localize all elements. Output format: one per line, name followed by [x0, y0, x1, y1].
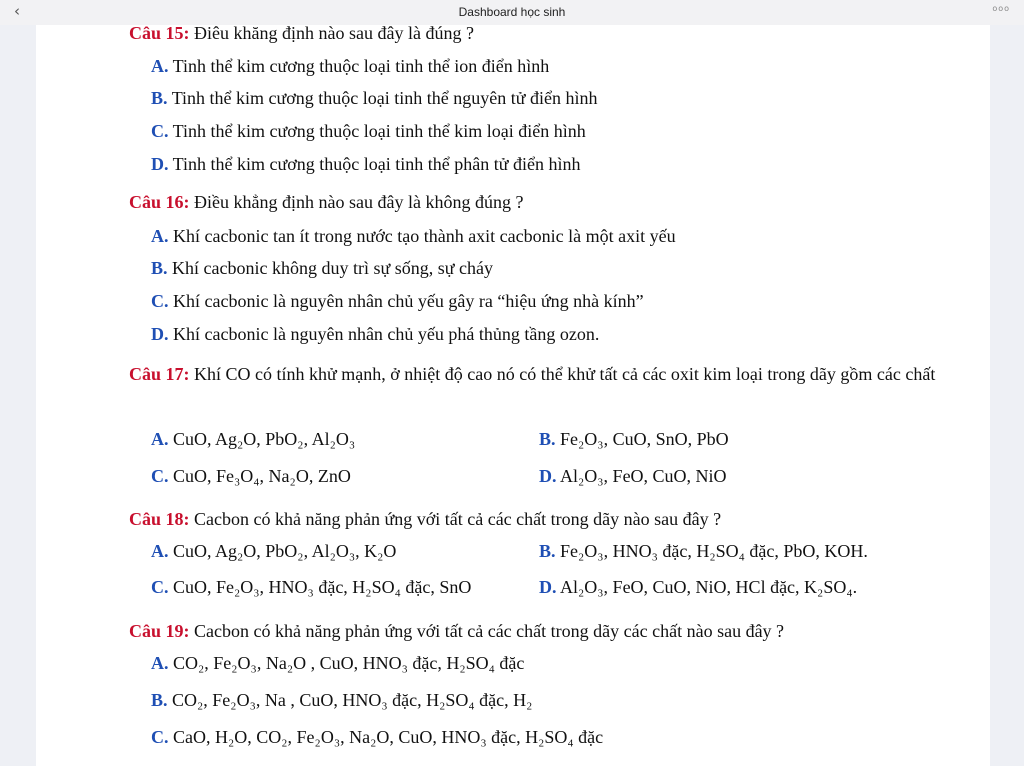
- option-a: [151, 55, 549, 77]
- option-text: Tinh thể kim cương thuộc loại tinh thể ion điển hình: [168, 56, 550, 76]
- option-label: D.: [539, 577, 557, 597]
- question-15: [129, 25, 474, 44]
- option-c: [151, 290, 644, 312]
- option-text: Al₂O₃, FeO, CuO, NiO: [556, 466, 727, 486]
- question-label: Câu 17:: [129, 364, 190, 384]
- back-chevron-icon[interactable]: ‹: [14, 2, 20, 20]
- question-text: Điêu khăng định nào sau đây là đúng ?: [189, 25, 474, 43]
- question-label: Câu 15:: [129, 25, 190, 43]
- option-label: C.: [151, 727, 169, 747]
- option-c: [151, 576, 471, 598]
- option-label: B.: [539, 429, 556, 449]
- option-label: C.: [151, 121, 169, 141]
- option-text: Fe₂O₃, CuO, SnO, PbO: [555, 429, 729, 449]
- option-label: C.: [151, 577, 169, 597]
- option-d: [539, 576, 857, 598]
- option-b: [539, 540, 868, 562]
- option-label: A.: [151, 56, 169, 76]
- option-label: A.: [151, 653, 169, 673]
- option-b: [151, 689, 532, 711]
- option-label: A.: [151, 429, 169, 449]
- option-label: B.: [151, 88, 168, 108]
- question-label: Câu 19:: [129, 621, 190, 641]
- option-label: C.: [151, 291, 169, 311]
- option-text: CuO, Fe₃O₄, Na₂O, ZnO: [168, 466, 351, 486]
- option-label: B.: [151, 258, 168, 278]
- option-label: D.: [151, 324, 169, 344]
- question-text: Điều khẳng định nào sau đây là không đúng ?: [189, 192, 524, 212]
- option-label: A.: [151, 226, 169, 246]
- option-text: Al₂O₃, FeO, CuO, NiO, HCl đặc, K₂SO₄.: [556, 577, 858, 597]
- option-text: Khí cacbonic không duy trì sự sống, sự cháy: [167, 258, 493, 278]
- option-b: [151, 257, 493, 279]
- page-title: Dashboard học sinh: [458, 5, 566, 19]
- question-text: Khí CO có tính khử mạnh, ở nhiệt độ cao nó có thể khử tất cả các oxit kim loại trong dãy gồm các chất: [189, 364, 936, 384]
- option-b: [151, 87, 598, 109]
- option-text: CuO, Ag₂O, PbO₂, Al₂O₃: [168, 429, 356, 449]
- option-a: [151, 225, 676, 247]
- option-text: CuO, Ag₂O, PbO₂, Al₂O₃, K₂O: [168, 541, 397, 561]
- option-d: [151, 153, 581, 175]
- option-text: Khí cacbonic là nguyên nhân chủ yếu gây ra “hiệu ứng nhà kính”: [168, 291, 644, 311]
- more-options-icon[interactable]: ooo: [992, 4, 1010, 13]
- question-17: [129, 358, 949, 390]
- option-text: Tinh thể kim cương thuộc loại tinh thể kim loại điển hình: [168, 121, 586, 141]
- option-text: CO₂, Fe₂O₃, Na₂O , CuO, HNO₃ đặc, H₂SO₄ đặc: [168, 653, 525, 673]
- option-d: [539, 465, 727, 487]
- top-bar: [0, 0, 1024, 25]
- option-label: D.: [539, 466, 557, 486]
- question-label: Câu 16:: [129, 192, 190, 212]
- option-text: Khí cacbonic là nguyên nhân chủ yếu phá thủng tầng ozon.: [168, 324, 600, 344]
- option-c: [151, 465, 351, 487]
- option-label: D.: [151, 154, 169, 174]
- option-a: [151, 428, 355, 450]
- document-page: [36, 25, 990, 766]
- option-b: [539, 428, 729, 450]
- option-c: [151, 120, 586, 142]
- question-label: Câu 18:: [129, 509, 190, 529]
- option-label: B.: [151, 690, 168, 710]
- question-18: [129, 508, 721, 530]
- option-text: CO₂, Fe₂O₃, Na , CuO, HNO₃ đặc, H₂SO₄ đặc, H₂: [167, 690, 533, 710]
- option-c: [151, 726, 603, 748]
- option-text: Tinh thể kim cương thuộc loại tinh thể phân tử điển hình: [168, 154, 581, 174]
- question-text: Cacbon có khả năng phản ứng với tất cả các chất trong dãy nào sau đây ?: [189, 509, 722, 529]
- option-label: A.: [151, 541, 169, 561]
- question-19: [129, 620, 784, 642]
- option-text: CaO, H₂O, CO₂, Fe₂O₃, Na₂O, CuO, HNO₃ đặc, H₂SO₄ đặc: [168, 727, 604, 747]
- option-label: C.: [151, 466, 169, 486]
- question-text: Cacbon có khả năng phản ứng với tất cả các chất trong dãy các chất nào sau đây ?: [189, 621, 785, 641]
- option-text: Khí cacbonic tan ít trong nước tạo thành axit cacbonic là một axit yếu: [168, 226, 676, 246]
- option-d: [151, 323, 599, 345]
- option-label: B.: [539, 541, 556, 561]
- option-text: Fe₂O₃, HNO₃ đặc, H₂SO₄ đặc, PbO, KOH.: [555, 541, 868, 561]
- question-16: [129, 191, 523, 213]
- option-a: [151, 652, 524, 674]
- option-text: Tinh thể kim cương thuộc loại tinh thể nguyên tử điển hình: [167, 88, 598, 108]
- option-a: [151, 540, 396, 562]
- option-text: CuO, Fe₂O₃, HNO₃ đặc, H₂SO₄ đặc, SnO: [168, 577, 472, 597]
